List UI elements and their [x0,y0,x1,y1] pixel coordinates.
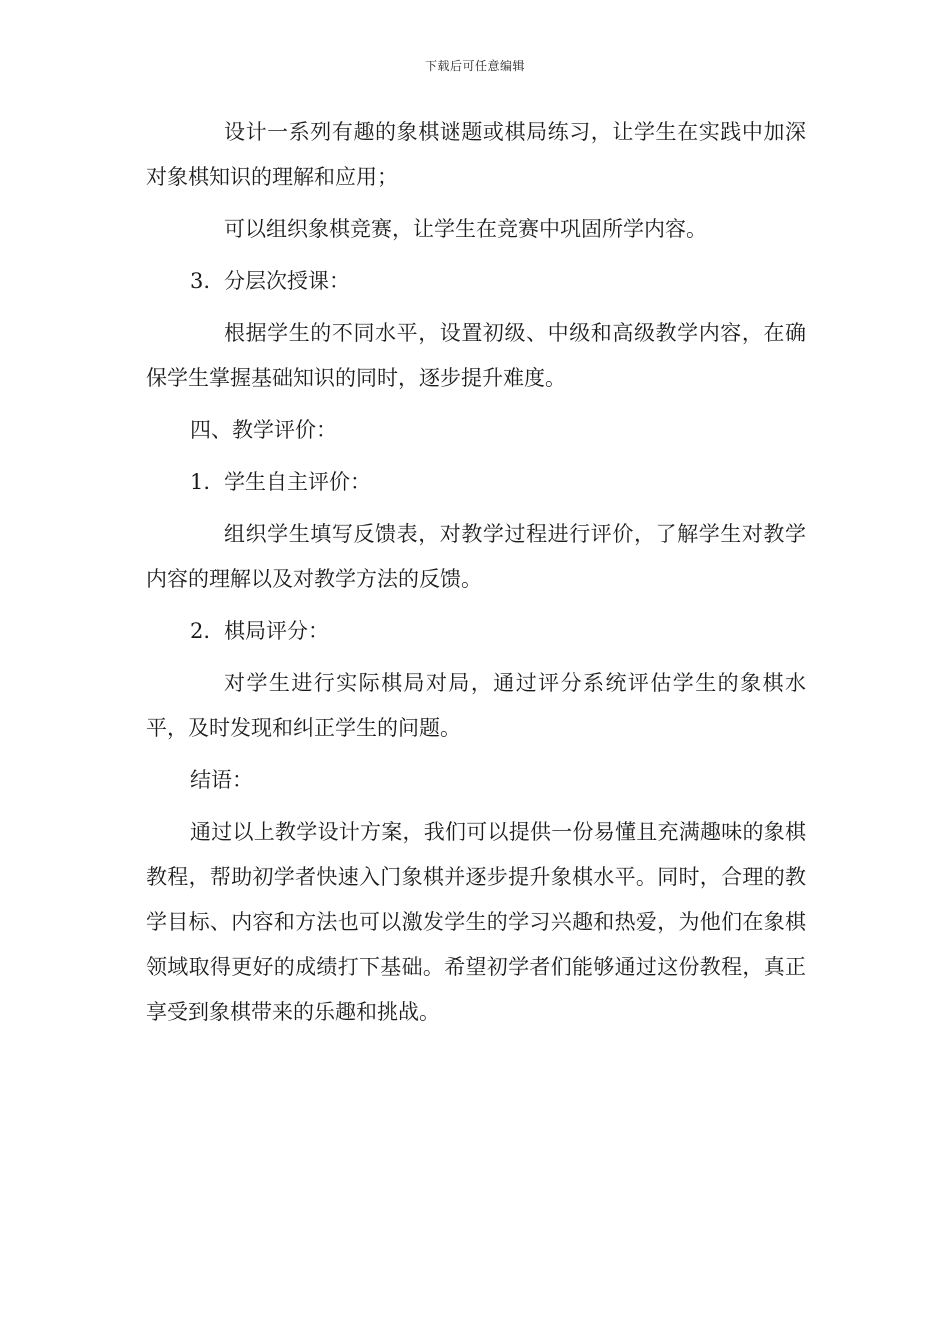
paragraph-scoring: 对学生进行实际棋局对局，通过评分系统评估学生的象棋水平，及时发现和纠正学生的问题。 [146,671,806,740]
header-note: 下载后可任意编辑 [424,59,525,73]
conclusion-heading: 结语： [190,768,253,792]
list-item-label: 分层次授课： [224,269,350,293]
list-item-layered-teaching [146,259,806,304]
list-number: 1. [190,470,211,494]
paragraph-conclusion: 通过以上教学设计方案，我们可以提供一份易懂且充满趣味的象棋教程，帮助初学者快速入门象棋并逐步提升象棋水平。同时，合理的教学目标、内容和方法也可以激发学生的学习兴趣和热爱，为他们在象棋领域取得更好的成绩打下基础。希望初学者们能够通过这份教程，真正享受到象棋带来的乐趣和挑战。 [146,820,806,1024]
paragraph-puzzles: 设计一系列有趣的象棋谜题或棋局练习，让学生在实践中加深对象棋知识的理解和应用； [146,120,806,189]
list-item-label: 学生自主评价： [224,470,371,494]
list-item-game-scoring [146,609,806,654]
list-item-label: 棋局评分： [224,619,329,643]
paragraph-competition: 可以组织象棋竞赛，让学生在竞赛中巩固所学内容。 [224,217,707,241]
list-number: 3. [190,269,211,293]
list-item-self-evaluation [146,460,806,505]
paragraph-levels: 根据学生的不同水平，设置初级、中级和高级教学内容，在确保学生掌握基础知识的同时，逐步提升难度。 [146,321,806,390]
paragraph-feedback: 组织学生填写反馈表，对教学过程进行评价，了解学生对教学内容的理解以及对教学方法的反馈。 [146,522,806,591]
document-body [146,110,806,1042]
section-heading-evaluation: 四、教学评价： [190,418,337,442]
list-number: 2. [190,619,211,643]
